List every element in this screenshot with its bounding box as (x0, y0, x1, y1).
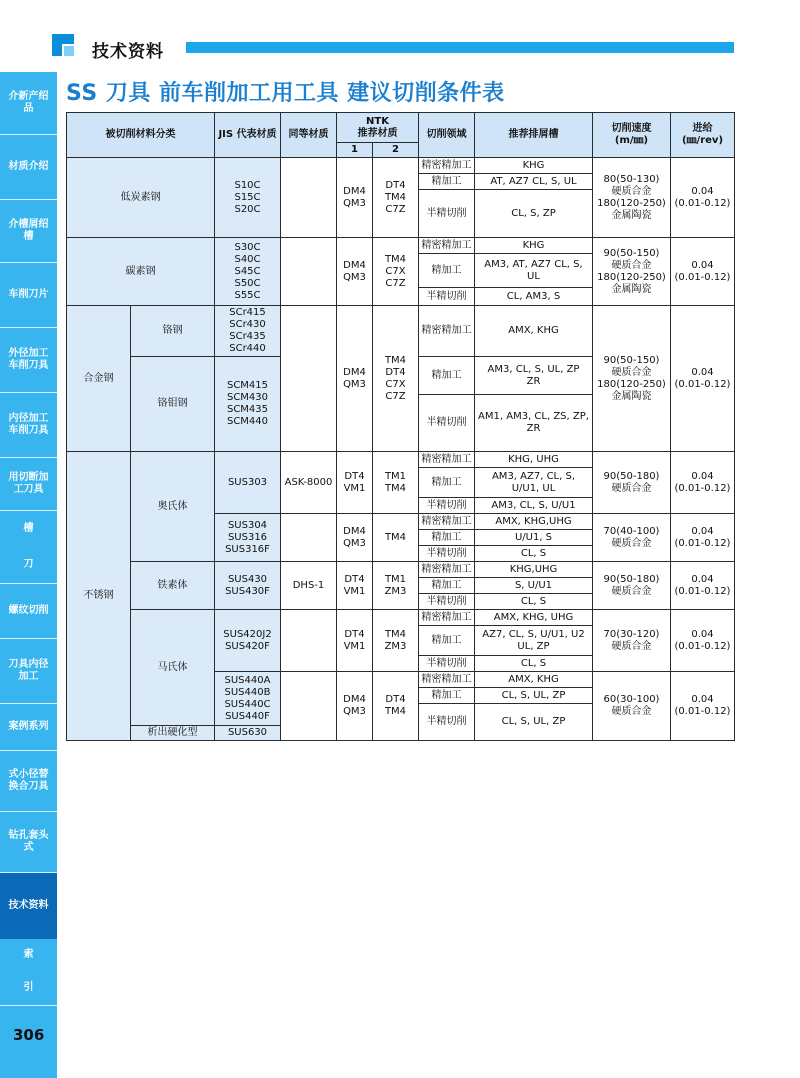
sidebar-item-id-machining[interactable]: 刀具内径加工 (8, 659, 49, 682)
table-row (67, 238, 735, 254)
chip-cell: AM3, CL, S, UL, ZP ZR (475, 357, 593, 395)
header-material-class: 被切削材料分类 (67, 113, 215, 158)
sidebar-item-technical-data[interactable]: 技术资料 (0, 873, 57, 939)
region-cell: 精加工 (419, 626, 475, 656)
group-austenitic: 奥氏体 (131, 452, 215, 562)
region-cell: 精密精加工 (419, 452, 475, 468)
feed-cell: 0.04 (0.01-0.12) (671, 610, 735, 672)
group-chrome: 铬钢 (131, 306, 215, 357)
jis-mart1: SUS420J2 SUS420F (215, 610, 281, 672)
sidebar-item-index-2[interactable]: 引 (23, 982, 34, 993)
jis-mart2: SUS440A SUS440B SUS440C SUS440F (215, 672, 281, 726)
region-cell: 半精切削 (419, 656, 475, 672)
region-cell: 精密精加工 (419, 672, 475, 688)
table-row (67, 452, 735, 468)
equivalent-cell (281, 306, 337, 452)
region-cell: 精密精加工 (419, 562, 475, 578)
table-row (67, 610, 735, 626)
ntk1-cell: DM4 QM3 (337, 158, 373, 238)
jis-aus2: SUS304 SUS316 SUS316F (215, 514, 281, 562)
ntk2-cell: TM1 ZM3 (373, 562, 419, 610)
sidebar-item-turning-inserts[interactable]: 车削刀片 (8, 289, 49, 300)
jis-carbon: S30C S40C S45C S50C S55C (215, 238, 281, 306)
sidebar-item-case-series[interactable]: 案例系列 (8, 721, 49, 732)
chip-cell: AM1, AM3, CL, ZS, ZP, ZR (475, 395, 593, 452)
chip-cell: CL, S, UL, ZP (475, 704, 593, 741)
chip-cell: AZ7, CL, S, U/U1, U2 UL, ZP (475, 626, 593, 656)
feed-cell: 0.04 (0.01-0.12) (671, 306, 735, 452)
region-cell: 半精切削 (419, 498, 475, 514)
jis-chrome: SCr415 SCr430 SCr435 SCr440 (215, 306, 281, 357)
header-feed: 进给 (㎜/rev) (671, 113, 735, 158)
ntk2-cell: TM1 TM4 (373, 452, 419, 514)
chip-cell: AT, AZ7 CL, S, UL (475, 174, 593, 190)
sidebar-item-new-products[interactable]: 介新产绍品 (8, 91, 49, 114)
equivalent-cell (281, 514, 337, 562)
table-row (67, 158, 735, 174)
sidebar-item-chipbreaker[interactable]: 介槽屑绍槽 (8, 219, 49, 242)
jis-chrome-moly: SCM415 SCM430 SCM435 SCM440 (215, 357, 281, 452)
group-ferritic: 铁素体 (131, 562, 215, 610)
jis-low-carbon: S10C S15C S20C (215, 158, 281, 238)
region-cell: 半精切削 (419, 546, 475, 562)
ntk2-cell: DT4 TM4 C7Z (373, 158, 419, 238)
header-equivalent: 同等材质 (281, 113, 337, 158)
speed-cell: 90(50-150) 硬质合金 180(120-250) 金属陶瓷 (593, 306, 671, 452)
region-cell: 半精切削 (419, 704, 475, 741)
region-cell: 半精切削 (419, 594, 475, 610)
ntk2-cell: TM4 C7X C7Z (373, 238, 419, 306)
chip-cell: AM3, AT, AZ7 CL, S, UL (475, 254, 593, 288)
sidebar-item-materials[interactable]: 材质介绍 (8, 161, 49, 172)
page-number: 306 (13, 1026, 45, 1044)
ntk2-cell: DT4 TM4 (373, 672, 419, 741)
equivalent-cell (281, 672, 337, 741)
equivalent-cell (281, 238, 337, 306)
group-stainless: 不锈钢 (67, 452, 131, 741)
chip-cell: KHG (475, 158, 593, 174)
chip-cell: S, U/U1 (475, 578, 593, 594)
feed-cell: 0.04 (0.01-0.12) (671, 514, 735, 562)
chip-cell: AMX, KHG,UHG (475, 514, 593, 530)
group-alloy: 合金钢 (67, 306, 131, 452)
sidebar-item-drilling[interactable]: 钻孔套头式 (8, 830, 49, 853)
ntk1-cell: DT4 VM1 (337, 452, 373, 514)
speed-cell: 90(50-180) 硬质合金 (593, 562, 671, 610)
header-ntk-2: 2 (373, 143, 419, 158)
header-jis: JIS 代表材质 (215, 113, 281, 158)
region-cell: 半精切削 (419, 395, 475, 452)
region-cell: 精密精加工 (419, 514, 475, 530)
chip-cell: AM3, CL, S, U/U1 (475, 498, 593, 514)
sidebar-item-small-bore[interactable]: 式小径替换合刀具 (8, 769, 49, 792)
jis-ferritic: SUS430 SUS430F (215, 562, 281, 610)
region-cell: 半精切削 (419, 288, 475, 306)
region-cell: 精密精加工 (419, 610, 475, 626)
equivalent-cell (281, 610, 337, 672)
region-cell: 精加工 (419, 254, 475, 288)
region-cell: 精密精加工 (419, 238, 475, 254)
header-speed: 切削速度 (m/㎜) (593, 113, 671, 158)
header-region: 切削领域 (419, 113, 475, 158)
speed-cell: 60(30-100) 硬质合金 (593, 672, 671, 741)
speed-cell: 80(50-130) 硬质合金 180(120-250) 金属陶瓷 (593, 158, 671, 238)
sidebar-item-id-tools[interactable]: 内径加工车削刀具 (8, 413, 49, 436)
ntk1-cell: DM4 QM3 (337, 514, 373, 562)
region-cell: 精密精加工 (419, 158, 475, 174)
chip-cell: CL, S (475, 656, 593, 672)
header-accent-bar (186, 42, 734, 53)
chip-cell: CL, S (475, 546, 593, 562)
sidebar-item-cutoff[interactable]: 用切断加工刀具 (8, 472, 49, 495)
speed-cell: 90(50-180) 硬质合金 (593, 452, 671, 514)
header-ntk-1: 1 (337, 143, 373, 158)
ntk1-cell: DM4 QM3 (337, 672, 373, 741)
jis-aus1: SUS303 (215, 452, 281, 514)
equivalent-aus1: ASK-8000 (281, 452, 337, 514)
ntk2-cell: TM4 DT4 C7X C7Z (373, 306, 419, 452)
group-chrome-moly: 铬钼钢 (131, 357, 215, 452)
feed-cell: 0.04 (0.01-0.12) (671, 452, 735, 514)
table-row (67, 306, 735, 357)
feed-cell: 0.04 (0.01-0.12) (671, 238, 735, 306)
sidebar-item-tool[interactable]: 刀 (23, 559, 34, 570)
region-cell: 半精切削 (419, 190, 475, 238)
chip-cell: KHG,UHG (475, 562, 593, 578)
ntk1-cell: DM4 QM3 (337, 306, 373, 452)
chip-cell: CL, AM3, S (475, 288, 593, 306)
group-carbon: 碳素钢 (67, 238, 215, 306)
ntk1-cell: DM4 QM3 (337, 238, 373, 306)
ntk2-cell: TM4 ZM3 (373, 610, 419, 672)
group-martensitic: 马氏体 (131, 610, 215, 726)
equivalent-cell (281, 158, 337, 238)
region-cell: 精加工 (419, 357, 475, 395)
header-chipbreaker: 推荐排屑槽 (475, 113, 593, 158)
chip-cell: AMX, KHG, UHG (475, 610, 593, 626)
chip-cell: CL, S, ZP (475, 190, 593, 238)
feed-cell: 0.04 (0.01-0.12) (671, 158, 735, 238)
equivalent-ferritic: DHS-1 (281, 562, 337, 610)
chip-cell: KHG (475, 238, 593, 254)
sidebar-item-groove[interactable]: 槽 (23, 523, 34, 534)
speed-cell: 70(40-100) 硬质合金 (593, 514, 671, 562)
region-cell: 精加工 (419, 578, 475, 594)
feed-cell: 0.04 (0.01-0.12) (671, 672, 735, 741)
page-title: SS 刀具 前车削加工用工具 建议切削条件表 (66, 81, 505, 106)
sidebar-item-threading[interactable]: 螺纹切削 (8, 605, 49, 616)
chip-cell: CL, S (475, 594, 593, 610)
region-cell: 精加工 (419, 530, 475, 546)
region-cell: 精加工 (419, 688, 475, 704)
jis-precipitation: SUS630 (215, 726, 281, 741)
sidebar-nav (0, 72, 57, 1078)
chip-cell: AMX, KHG (475, 306, 593, 357)
chip-cell: KHG, UHG (475, 452, 593, 468)
ntk1-cell: DT4 VM1 (337, 562, 373, 610)
sidebar-item-index-1[interactable]: 索 (23, 949, 34, 960)
group-low-carbon: 低炭素钢 (67, 158, 215, 238)
table-row (67, 562, 735, 578)
section-title: 技术资料 (92, 42, 164, 62)
feed-cell: 0.04 (0.01-0.12) (671, 562, 735, 610)
chip-cell: U/U1, S (475, 530, 593, 546)
region-cell: 精加工 (419, 174, 475, 190)
region-cell: 精密精加工 (419, 306, 475, 357)
group-precipitation: 析出硬化型 (131, 726, 215, 741)
ntk1-cell: DT4 VM1 (337, 610, 373, 672)
header-square-light (62, 44, 76, 58)
speed-cell: 90(50-150) 硬质合金 180(120-250) 金属陶瓷 (593, 238, 671, 306)
header-ntk: NTK 推荐材质 (337, 113, 419, 143)
cutting-conditions-table (66, 112, 734, 741)
chip-cell: CL, S, UL, ZP (475, 688, 593, 704)
chip-cell: AMX, KHG (475, 672, 593, 688)
ntk2-cell: TM4 (373, 514, 419, 562)
sidebar-item-od-tools[interactable]: 外径加工车削刀具 (8, 348, 49, 371)
region-cell: 精加工 (419, 468, 475, 498)
speed-cell: 70(30-120) 硬质合金 (593, 610, 671, 672)
chip-cell: AM3, AZ7, CL, S, U/U1, UL (475, 468, 593, 498)
